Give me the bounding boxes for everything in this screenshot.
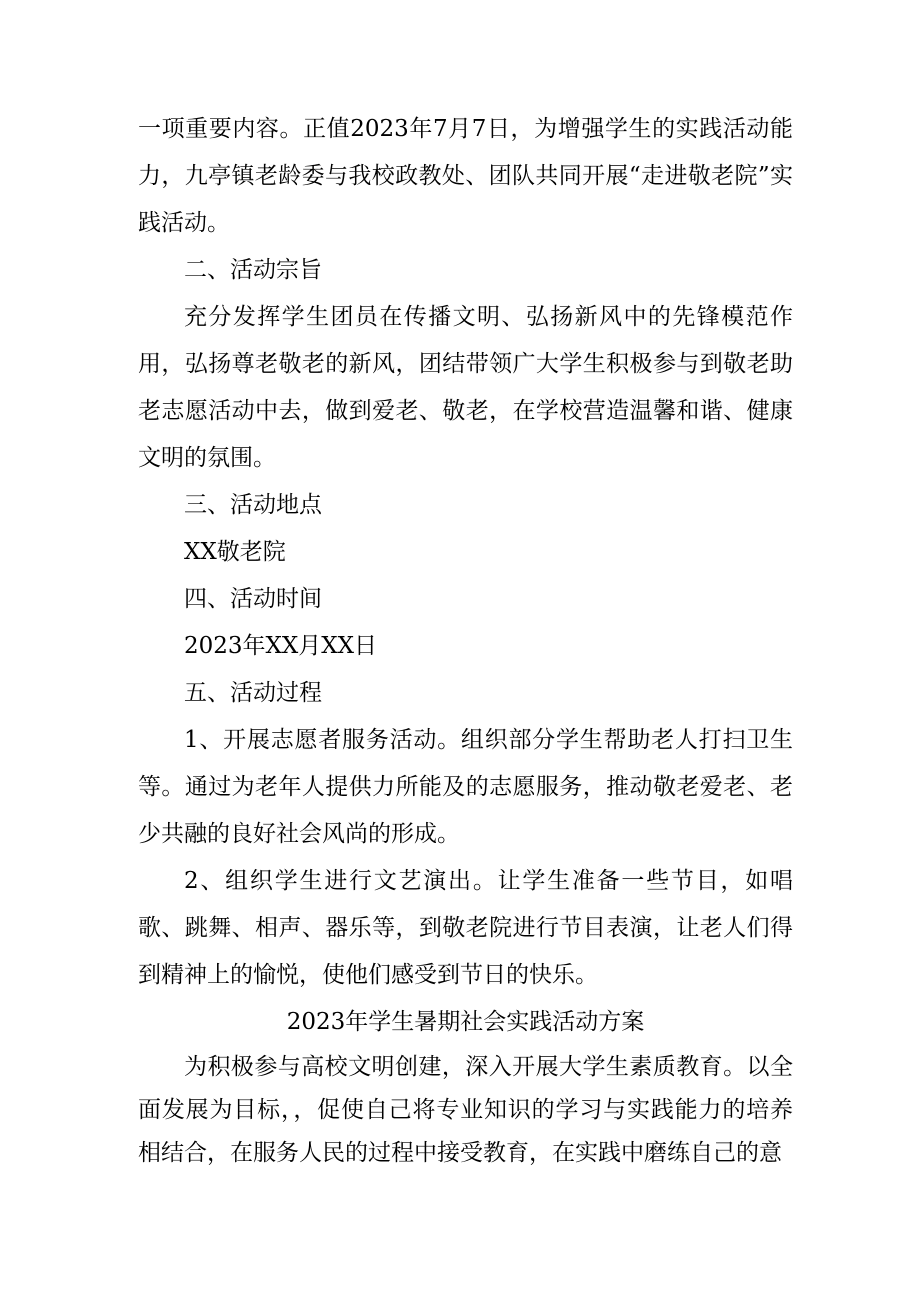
paragraph-new-intro: 为积极参与高校文明创建，深入开展大学生素质教育。以全面发展为目标，，促使自己将专业知识的学习与实践能力的培养相结合，在服务人民的过程中接受教育，在实践中磨练自己的意 (138, 1054, 793, 1166)
heading-time: 四、活动时间 (184, 586, 322, 612)
paragraph-location: XX敬老院 (184, 539, 286, 565)
document-body (138, 106, 793, 1175)
paragraph-intro: 一项重要内容。正值2023年7月7日，为增强学生的实践活动能力，九亭镇老龄委与我校政教处、团队共同开展“走进敬老院”实践活动。 (138, 116, 793, 236)
section-title: 2023年学生暑期社会实践活动方案 (286, 1009, 645, 1035)
paragraph-process-2: 2、组织学生进行文艺演出。让学生准备一些节目，如唱歌、跳舞、相声、器乐等，到敬老院进行节目表演，让老人们得到精神上的愉悦，使他们感受到节日的快乐。 (138, 868, 793, 988)
heading-location: 三、活动地点 (184, 492, 322, 518)
heading-purpose: 二、活动宗旨 (184, 257, 322, 283)
paragraph-time: 2023年XX月XX日 (184, 633, 378, 659)
heading-process: 五、活动过程 (184, 680, 322, 706)
paragraph-process-1: 1、开展志愿者服务活动。组织部分学生帮助老人打扫卫生等。通过为老年人提供力所能及的志愿服务，推动敬老爱老、老少共融的良好社会风尚的形成。 (138, 727, 793, 847)
paragraph-purpose: 充分发挥学生团员在传播文明、弘扬新风中的先锋模范作用，弘扬尊老敬老的新风，团结带领广大学生积极参与到敬老助老志愿活动中去，做到爱老、敬老，在学校营造温馨和谐、健康文明的氛围。 (138, 304, 793, 471)
